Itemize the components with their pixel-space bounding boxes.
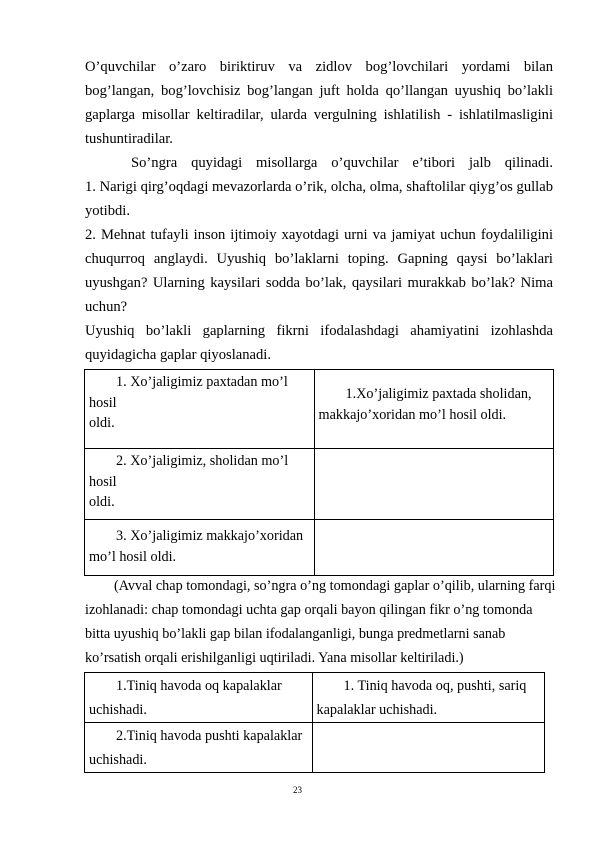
table-cell	[314, 370, 553, 449]
text-line: tushuntiradilar.	[85, 131, 173, 147]
table-cell-empty	[314, 449, 553, 520]
text-line: So’ngra quyidagi misollarga o’quvchilar e’tibori jalb qilinadi.	[131, 155, 553, 171]
paragraph-intro	[85, 55, 553, 151]
text-line: bog’langan, bog’lovchisiz bog’langan juft holda qo’llangan uyushiq bo’lakli	[85, 83, 553, 99]
comparison-table-2	[84, 672, 545, 773]
table-row	[85, 723, 545, 773]
text-line: quyidagicha gaplar qiyoslanadi.	[85, 347, 272, 363]
table-cell-empty	[312, 723, 544, 773]
paragraph-examples-intro	[85, 151, 553, 223]
paragraph-explanation	[85, 574, 555, 670]
cell-line: uchishadi.	[89, 701, 147, 718]
table-cell	[85, 673, 313, 723]
table-cell	[85, 449, 315, 520]
paragraph-example-2	[85, 223, 553, 319]
table-cell	[312, 673, 544, 723]
text-line: (Avval chap tomondagi, so’ngra o’ng tomondagi gaplar o’qilib, ularning farqi	[114, 578, 556, 594]
table-row	[85, 520, 554, 576]
text-line: 1. Narigi qirg’oqdagi mevazorlarda o’rik, olcha, olma, shaftolilar qiyg’os gullab	[85, 179, 553, 195]
text-line: O’quvchilar o’zaro biriktiruv va zidlov bog’lovchilari yordami bilan	[85, 59, 553, 75]
text-line: uyushgan? Ularning kaysilari sodda bo’lak, qaysilari murakkab bo’lak? Nima	[85, 275, 553, 291]
cell-line: 1. Xo’jaligimiz paxtadan mo’l	[116, 374, 288, 390]
page-number: 23	[293, 785, 302, 795]
text-line: bitta uyushiq bo’lakli gap bilan ifodalanganligi, bunga predmetlarni sanab	[85, 626, 506, 642]
cell-line: 2.Tiniq havoda pushti kapalaklar	[116, 728, 303, 744]
paragraph-comparison	[85, 319, 553, 367]
cell-line: 2. Xo’jaligimiz, sholidan mo’l	[116, 453, 289, 469]
table-row	[85, 673, 545, 723]
cell-line: 1.Xo’jaligimiz paxtada sholidan,	[345, 386, 532, 402]
cell-line: hosil	[89, 473, 117, 490]
comparison-table-1	[84, 369, 554, 576]
cell-line: 1.Tiniq havoda oq kapalaklar	[116, 678, 282, 694]
text-line: yotibdi.	[85, 203, 130, 219]
text-line: izohlanadi: chap tomondagi uchta gap orqali bayon qilingan fikr o’ng tomonda	[85, 602, 533, 618]
cell-line: oldi.	[89, 494, 115, 510]
cell-line: 1. Tiniq havoda oq, pushti, sariq	[343, 678, 527, 694]
text-line: Uyushiq bo’lakli gaplarning fikrni ifodalashdagi ahamiyatini izohlashda	[85, 323, 553, 339]
table-cell	[85, 520, 315, 576]
cell-line: hosil	[89, 394, 117, 411]
text-line: ko’rsatish orqali erishilganligi uqtiriladi. Yana misollar keltiriladi.)	[85, 650, 464, 666]
cell-line: makkajo’xoridan mo’l hosil oldi.	[318, 406, 507, 423]
text-line: chuqurroq anglaydi. Uyushiq bo’laklarni toping. Gapning qaysi bo’laklari	[85, 251, 553, 267]
cell-line: oldi.	[89, 415, 115, 431]
table-cell-empty	[314, 520, 553, 576]
cell-line: kapalaklar uchishadi.	[316, 701, 438, 718]
cell-line: mo’l hosil oldi.	[89, 548, 177, 565]
text-line: uchun?	[85, 299, 128, 315]
cell-line: 3. Xo’jaligimiz makkajo’xoridan	[116, 528, 304, 544]
cell-line: uchishadi.	[89, 751, 147, 768]
table-cell	[85, 723, 313, 773]
table-cell	[85, 370, 315, 449]
table-row	[85, 370, 554, 449]
table-row	[85, 449, 554, 520]
text-line: gaplarga misollar keltiradilar, ularda vergulning ishlatilish - ishlatilmasligini	[85, 107, 553, 123]
text-line: 2. Mehnat tufayli inson ijtimoiy xayotdagi urni va jamiyat uchun foydaliligini	[85, 227, 553, 243]
